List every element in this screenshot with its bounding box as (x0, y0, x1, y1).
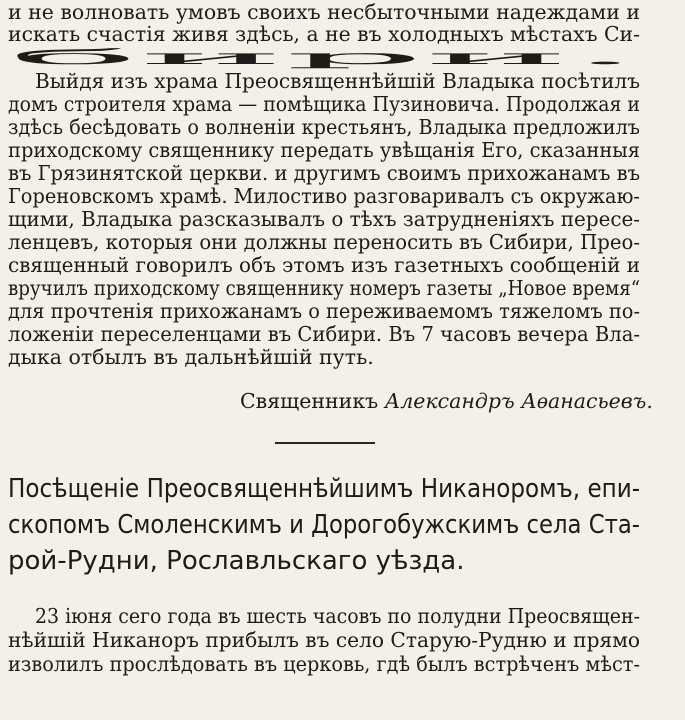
article-title-line: скопомъ Смоленскимъ и Дорогобужскимъ села Ста- (8, 510, 640, 540)
text-line: дыка отбылъ въ дальнѣйшій путь. (8, 345, 374, 369)
text-line: священный говорилъ объ этомъ изъ газетныхъ сообщеній и (8, 253, 641, 277)
signature-role: Священникъ (240, 389, 379, 413)
text-line: вручилъ приходскому священнику номеръ газеты „Новое время“ (8, 276, 641, 300)
text-line: здѣсь бесѣдовать о волненіи крестьянъ, Владыка предложилъ (8, 115, 641, 139)
text-line: для прочтенія прихожанамъ о переживаемомъ тяжеломъ по- (8, 299, 641, 323)
section-divider (275, 442, 375, 444)
signature-author: Александръ Аѳанасьевъ. (384, 389, 653, 413)
text-line: бири. (8, 45, 640, 69)
text-line: приходскому священнику передать увѣщанія Его, сказанныя (8, 138, 640, 162)
article-title-line: рой-Рудни, Рославльскаго уѣзда. (8, 546, 465, 576)
article-title-line: Посѣщеніе Преосвященнѣйшимъ Никаноромъ, епи- (8, 474, 641, 504)
text-line: Выйдя изъ храма Преосвященнѣйшій Владыка посѣтилъ (35, 69, 641, 93)
text-line: нѣйшій Никаноръ прибылъ въ село Старую-Рудню и прямо (8, 628, 641, 652)
text-line: изволилъ прослѣдовать въ церковь, гдѣ былъ встрѣченъ мѣст- (8, 652, 640, 676)
text-line: ложеніи переселенцами въ Сибири. Въ 7 часовъ вечера Вла- (8, 322, 641, 346)
text-line: въ Грязинятской церкви. и другимъ своимъ прихожанамъ въ (8, 161, 640, 185)
text-line: ленцевъ, которыя они должны переносить въ Сибири, Прео- (8, 230, 641, 254)
text-line: домъ строителя храма — помѣщика Пузиновича. Продолжая и (8, 92, 640, 116)
text-line: Гореновскомъ храмѣ. Милостиво разговаривалъ съ окружаю- (8, 184, 640, 208)
signature (240, 389, 685, 413)
text-line: щими, Владыка разсказывалъ о тѣхъ затрудненіяхъ пересе- (8, 207, 640, 231)
text-line: искать счастія живя здѣсь, а не въ холодныхъ мѣстахъ Си- (8, 22, 641, 46)
text-line: 23 іюня сего года въ шесть часовъ по полудни Преосвящен- (35, 604, 641, 628)
text-line: и не волновать умовъ своихъ несбыточными надеждами и (8, 0, 640, 24)
